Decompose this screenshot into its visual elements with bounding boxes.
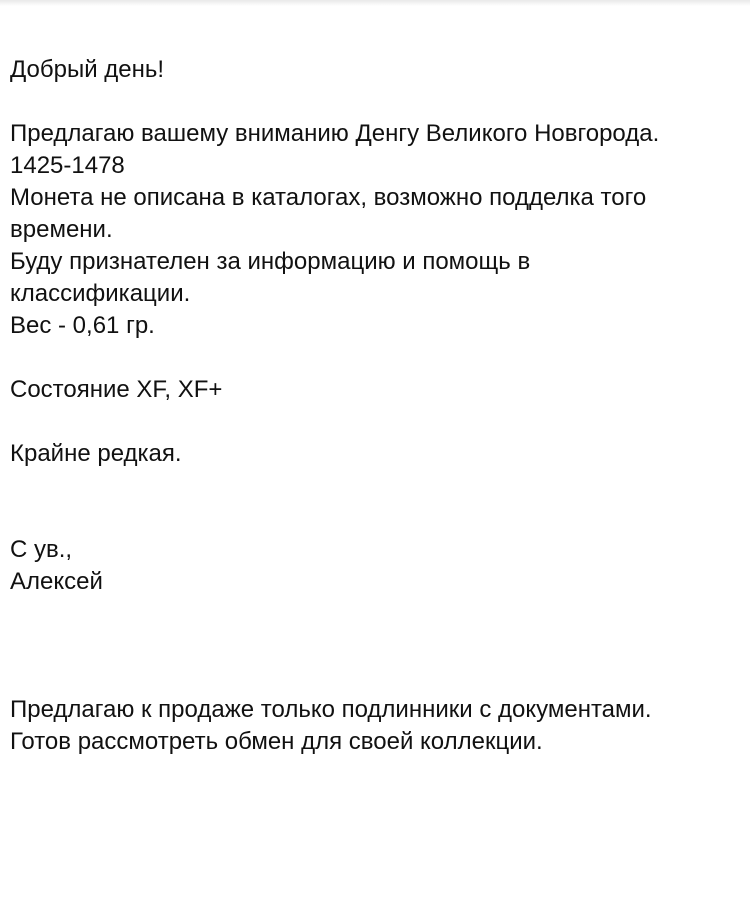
weight-text: Вес - 0,61 гр. [10,312,155,339]
blank-lines [10,470,740,534]
blank-line [10,86,740,118]
condition-text: Состояние XF, XF+ [10,376,223,403]
rarity-text: Крайне редкая. [10,440,182,467]
greeting-text: Добрый день! [10,56,165,83]
blank-lines [10,598,740,694]
sign-off-text: С ув., [10,536,73,563]
footer-line-2: Готов рассмотреть обмен для своей коллекции. [10,728,543,755]
request-text: Буду признателен за информацию и помощь в классификации. [10,248,531,307]
signature-text: Алексей [10,568,103,595]
message-body [10,54,740,758]
years-text: 1425-1478 [10,152,125,179]
blank-line [10,342,740,374]
top-shadow [0,0,750,6]
offer-text: Предлагаю вашему вниманию Денгу Великого Новгорода. [10,120,660,147]
note-text: Монета не описана в каталогах, возможно подделка того времени. [10,184,647,243]
footer-line-1: Предлагаю к продаже только подлинники с документами. [10,696,652,723]
blank-line [10,406,740,438]
